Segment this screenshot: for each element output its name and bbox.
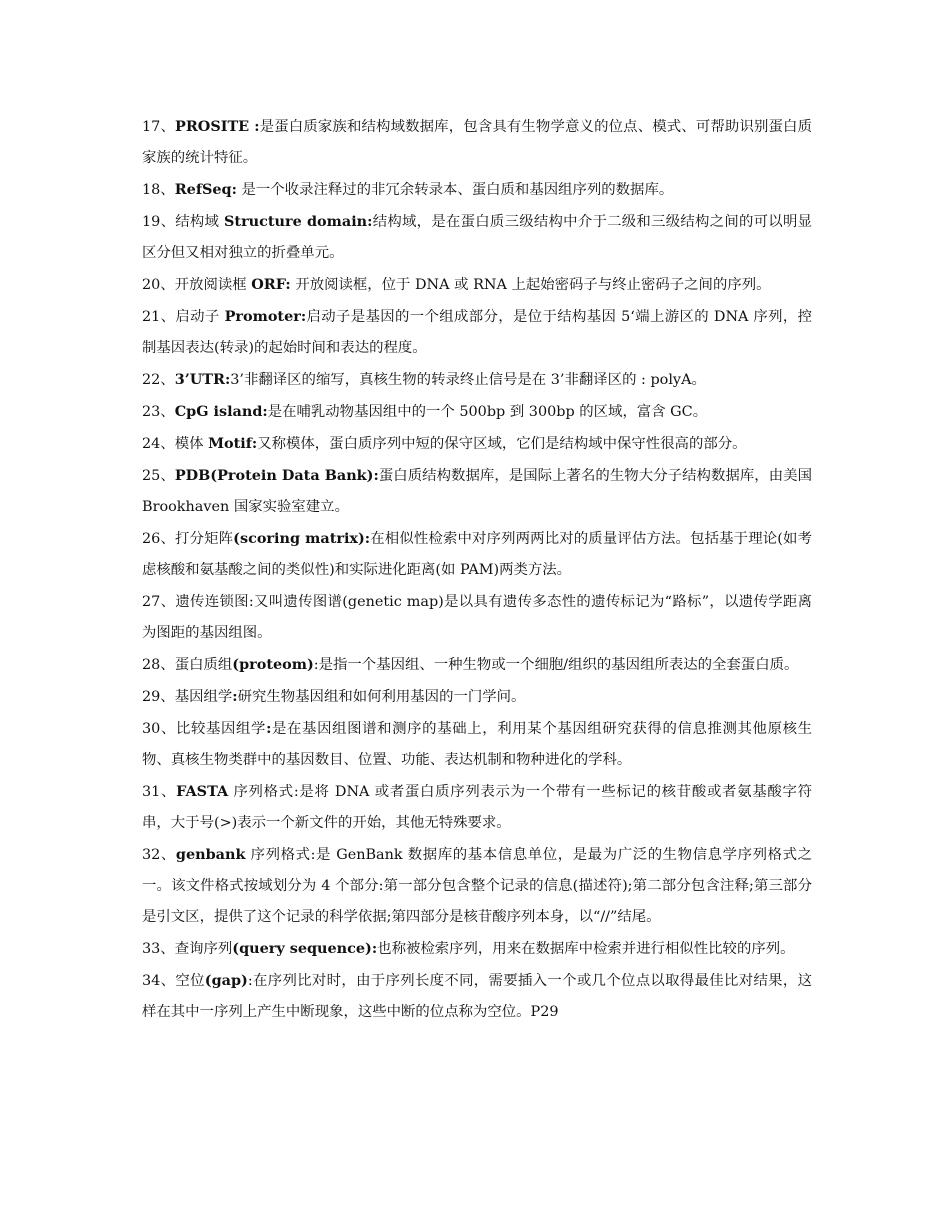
entry-definition: :是指一个基因组、一种生物或一个细胞/组织的基因组所表达的全套蛋白质。: [313, 657, 799, 673]
entry-26: [142, 523, 812, 586]
entry-term: Structure domain:: [224, 213, 373, 230]
entry-definition: 启动子是基因的一个组成部分，是位于结构基因 5‘端上游区的 DNA 序列，控制基因表达(转录)的起始时间和表达的程度。: [142, 309, 813, 356]
entry-number: 25、: [142, 468, 175, 484]
entry-term: (scoring matrix):: [233, 530, 371, 547]
entry-term: Motif:: [208, 435, 258, 452]
entry-definition: 蛋白质结构数据库，是国际上著名的生物大分子结构数据库，由美国 Brookhaven 国家实验室建立。: [142, 468, 812, 515]
entry-term: Promoter:: [224, 308, 307, 325]
entry-number: 34、: [142, 973, 176, 989]
entry-prefix: 打分矩阵: [175, 531, 234, 547]
entry-32: [142, 839, 812, 933]
entry-prefix: 结构域: [175, 214, 225, 230]
entry-24: [142, 428, 812, 460]
entry-term: RefSeq:: [174, 181, 237, 198]
entry-29: [142, 681, 812, 713]
entry-number: 24、: [142, 436, 175, 452]
entry-term: PDB(Protein Data Bank):: [174, 467, 379, 484]
entry-number: 29、: [142, 689, 175, 705]
entry-prefix: 开放阅读框: [174, 277, 252, 293]
entry-number: 27、: [142, 594, 176, 610]
entry-17: [142, 111, 812, 174]
entry-prefix: 模体: [174, 436, 209, 452]
entry-number: 18、: [142, 182, 175, 198]
entry-prefix: 空位: [175, 973, 205, 989]
entry-number: 28、: [142, 657, 175, 673]
entry-number: 17、: [142, 119, 175, 135]
entry-20: [142, 269, 812, 301]
entry-number: 31、: [142, 784, 177, 800]
entry-number: 33、: [142, 941, 175, 957]
entry-number: 26、: [142, 531, 175, 547]
entry-term: FASTA: [176, 783, 229, 800]
entry-18: [142, 174, 812, 206]
entry-23: [142, 396, 812, 428]
entry-prefix: 查询序列: [174, 941, 233, 957]
entry-number: 19、: [142, 214, 176, 230]
entry-definition: 序列格式:是 GenBank 数据库的基本信息单位，是最为广泛的生物信息学序列格式之一。该文件格式按域划分为 4 个部分:第一部分包含整个记录的信息(描述符);第二部分包含注释;第三部分是引文区，提供了这个记录的科学依据;第四部分是核苷酸序列本身，以“//”结尾。: [142, 847, 813, 925]
entry-prefix: 基因组学: [174, 689, 233, 705]
entry-term: ORF:: [251, 276, 291, 293]
entry-definition: 3’非翻译区的缩写，真核生物的转录终止信号是在 3’非翻译区的 : polyA。: [230, 372, 706, 388]
entry-term: 3’UTR:: [174, 371, 231, 388]
entry-term: (proteom): [232, 656, 314, 673]
entry-prefix: 比较基因组学: [175, 721, 267, 737]
entry-number: 21、: [142, 309, 176, 325]
entry-31: [142, 776, 812, 839]
entry-term: (gap): [204, 972, 248, 989]
entry-term: genbank: [175, 846, 246, 863]
entry-definition: 是在哺乳动物基因组中的一个 500bp 到 300bp 的区域，富含 GC。: [267, 404, 708, 420]
entry-term: (query sequence):: [232, 940, 378, 957]
entry-22: [142, 364, 812, 396]
entry-19: [142, 206, 812, 269]
document-page: [142, 111, 812, 1028]
entry-definition: 研究生物基因组和如何利用基因的一门学问。: [237, 689, 526, 705]
entry-definition: 是一个收录注释过的非冗余转录本、蛋白质和基因组序列的数据库。: [236, 182, 674, 198]
entry-number: 30、: [142, 721, 176, 737]
entry-term: :: [232, 688, 238, 705]
entry-30: [142, 713, 812, 776]
entry-term: CpG island:: [174, 403, 268, 420]
entry-number: 22、: [142, 372, 175, 388]
entry-definition: 是蛋白质家族和结构域数据库，包含具有生物学意义的位点、模式、可帮助识别蛋白质家族的统计特征。: [142, 119, 812, 166]
entry-number: 20、: [142, 277, 175, 293]
entry-definition: 遗传连锁图:又叫遗传图谱(genetic map)是以具有遗传多态性的遗传标记为“路标”，以遗传学距离为图距的基因组图。: [142, 594, 813, 641]
entry-definition: 开放阅读框，位于 DNA 或 RNA 上起始密码子与终止密码子之间的序列。: [290, 277, 771, 293]
entry-33: [142, 933, 812, 965]
entry-definition: 序列格式:是将 DNA 或者蛋白质序列表示为一个带有一些标记的核苷酸或者氨基酸字符串，大于号(>)表示一个新文件的开始，其他无特殊要求。: [142, 784, 813, 831]
entry-term: PROSITE :: [175, 118, 260, 135]
entry-definition: :在序列比对时，由于序列长度不同，需要插入一个或几个位点以取得最佳比对结果，这样在其中一序列上产生中断现象，这些中断的位点称为空位。P29: [142, 973, 812, 1020]
entry-25: [142, 460, 812, 523]
entry-definition: 在相似性检索中对序列两两比对的质量评估方法。包括基于理论(如考虑核酸和氨基酸之间的类似性)和实际进化距离(如 PAM)两类方法。: [142, 531, 812, 578]
entry-number: 23、: [142, 404, 175, 420]
entry-definition: 是在基因组图谱和测序的基础上，利用某个基因组研究获得的信息推测其他原核生物、真核生物类群中的基因数目、位置、功能、表达机制和物种进化的学科。: [142, 721, 812, 768]
entry-prefix: 启动子: [175, 309, 225, 325]
entry-21: [142, 301, 812, 364]
entry-prefix: 蛋白质组: [174, 657, 233, 673]
entry-34: [142, 965, 812, 1028]
entry-28: [142, 649, 812, 681]
entry-definition: 也称被检索序列，用来在数据库中检索并进行相似性比较的序列。: [377, 941, 795, 957]
entry-definition: 又称模体，蛋白质序列中短的保守区域，它们是结构域中保守性很高的部分。: [257, 436, 747, 452]
entry-27: [142, 586, 812, 649]
entry-definition: 结构域，是在蛋白质三级结构中介于二级和三级结构之间的可以明显区分但又相对独立的折叠单元。: [142, 214, 812, 261]
entry-term: :: [266, 720, 272, 737]
entry-number: 32、: [142, 847, 176, 863]
